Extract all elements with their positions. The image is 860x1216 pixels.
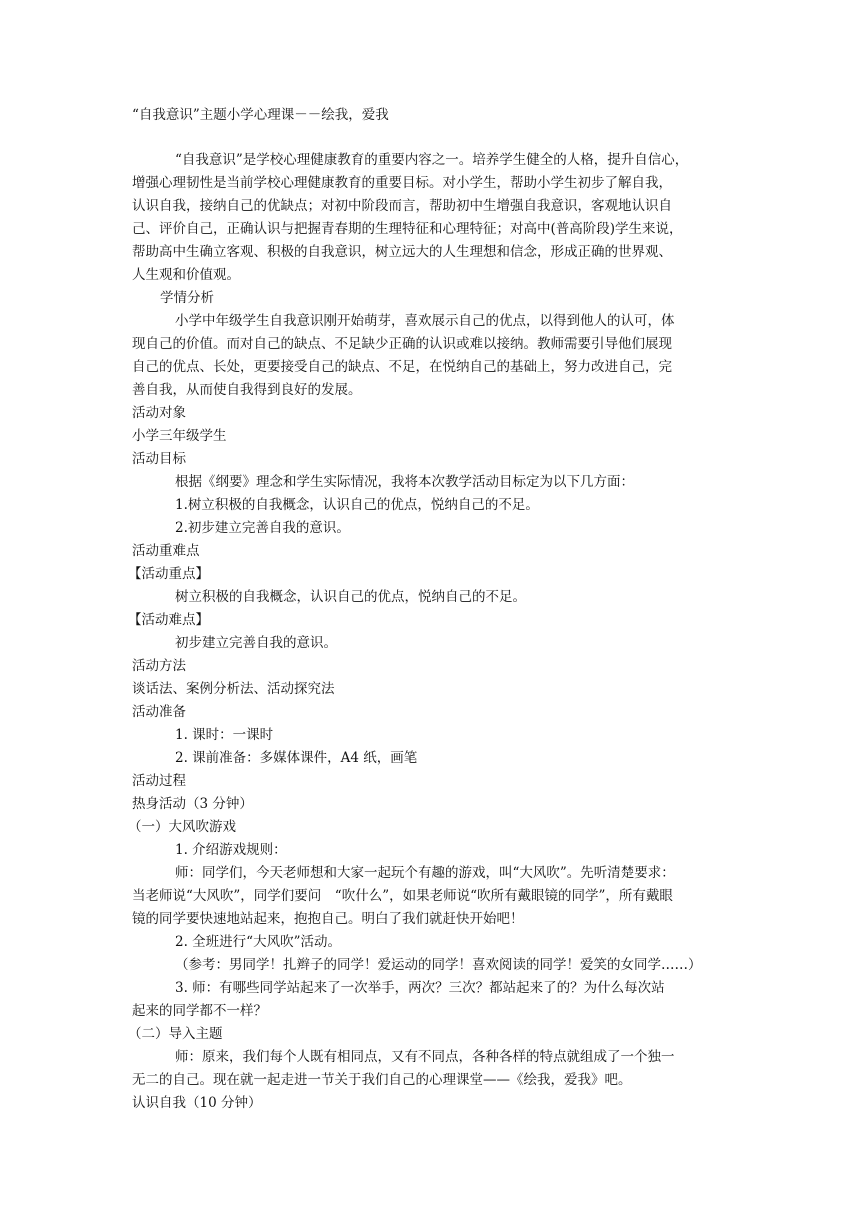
section-heading-process: 活动过程 bbox=[132, 773, 186, 789]
method-text: 谈话法、案例分析法、活动探究法 bbox=[132, 681, 335, 697]
key-point-text: 树立积极的自我概念，认识自己的优点，悦纳自己的不足。 bbox=[175, 589, 526, 605]
intro-line: 增强心理韧性是当前学校心理健康教育的重要目标。对小学生，帮助小学生初步了解自我， bbox=[132, 175, 672, 191]
prep-item-2: 2. 课前准备：多媒体课件，A4 纸，画笔 bbox=[175, 750, 418, 766]
section-heading-xueqing: 学情分析 bbox=[160, 290, 214, 306]
intro-line: 认识自我，接纳自己的优缺点；对初中阶段而言，帮助初中生增强自我意识，客观地认识自 bbox=[132, 198, 672, 214]
game-reference: （参考：男同学！扎辫子的同学！爱运动的同学！喜欢阅读的同学！爱笑的女同学……） bbox=[175, 957, 702, 973]
xueqing-line: 小学中年级学生自我意识刚开始萌芽，喜欢展示自己的优点，以得到他人的认可，体 bbox=[175, 313, 675, 329]
section-heading-target: 活动对象 bbox=[132, 405, 186, 421]
intro-topic-line: 无二的自己。现在就一起走进一节关于我们自己的心理课堂——《绘我，爱我》吧。 bbox=[132, 1072, 632, 1088]
section-heading-method: 活动方法 bbox=[132, 658, 186, 674]
xueqing-line: 现自己的价值。而对自己的缺点、不足缺少正确的认识或难以接纳。教师需要引导他们展现 bbox=[132, 336, 672, 352]
game-item-3-cont: 起来的同学都不一样？ bbox=[132, 1003, 267, 1019]
difficulty-text: 初步建立完善自我的意识。 bbox=[175, 635, 337, 651]
prep-item-1: 1. 课时：一课时 bbox=[175, 727, 274, 743]
goal-intro: 根据《纲要》理念和学生实际情况，我将本次教学活动目标定为以下几方面： bbox=[175, 474, 634, 490]
target-text: 小学三年级学生 bbox=[132, 428, 227, 444]
game-text-line: 当老师说“大风吹”，同学们要问 “吹什么”，如果老师说“吹所有戴眼镜的同学”，所有戴眼 bbox=[132, 888, 673, 904]
game-item-2: 2. 全班进行“大风吹”活动。 bbox=[175, 934, 341, 950]
xueqing-line: 善自我，从而使自我得到良好的发展。 bbox=[132, 382, 362, 398]
intro-line: 帮助高中生确立客观、积极的自我意识，树立远大的人生理想和信念，形成正确的世界观、 bbox=[132, 244, 672, 260]
xueqing-line: 自己的优点、长处，更要接受自己的缺点、不足，在悦纳自己的基础上，努力改进自己，完 bbox=[132, 359, 672, 375]
game-rule: 1. 介绍游戏规则： bbox=[175, 842, 287, 858]
goal-item-1: 1.树立积极的自我概念，认识自己的优点，悦纳自己的不足。 bbox=[175, 497, 539, 513]
goal-item-2: 2.初步建立完善自我的意识。 bbox=[175, 520, 350, 536]
intro-topic-heading: （二）导入主题 bbox=[128, 1026, 223, 1042]
intro-topic-line: 师：原来，我们每个人既有相同点，又有不同点，各种各样的特点就组成了一个独一 bbox=[175, 1049, 675, 1065]
key-point-label: 【活动重点】 bbox=[128, 566, 209, 582]
game-text-line: 师：同学们，今天老师想和大家一起玩个有趣的游戏，叫“大风吹”。先听清楚要求： bbox=[175, 865, 675, 881]
intro-line: 己、评价自己，正确认识与把握青春期的生理特征和心理特征；对高中(普高阶段)学生来说， bbox=[132, 221, 683, 237]
section-heading-prep: 活动准备 bbox=[132, 704, 186, 720]
intro-line: 人生观和价值观。 bbox=[132, 267, 240, 283]
section-heading-key: 活动重难点 bbox=[132, 543, 200, 559]
game-heading: （一）大风吹游戏 bbox=[128, 819, 236, 835]
section-heading-goal: 活动目标 bbox=[132, 451, 186, 467]
self-heading: 认识自我（10 分钟） bbox=[132, 1095, 262, 1111]
difficulty-label: 【活动难点】 bbox=[128, 612, 209, 628]
game-item-3: 3. 师：有哪些同学站起来了一次举手，两次？三次？都站起来了的？为什么每次站 bbox=[175, 980, 665, 996]
warmup-heading: 热身活动（3 分钟） bbox=[132, 796, 253, 812]
document-title: “自我意识”主题小学心理课－－绘我，爱我 bbox=[132, 107, 389, 123]
game-text-line: 镜的同学要快速地站起来，抱抱自己。明白了我们就赶快开始吧！ bbox=[132, 911, 524, 927]
intro-line: “自我意识”是学校心理健康教育的重要内容之一。培养学生健全的人格，提升自信心， bbox=[175, 152, 689, 168]
